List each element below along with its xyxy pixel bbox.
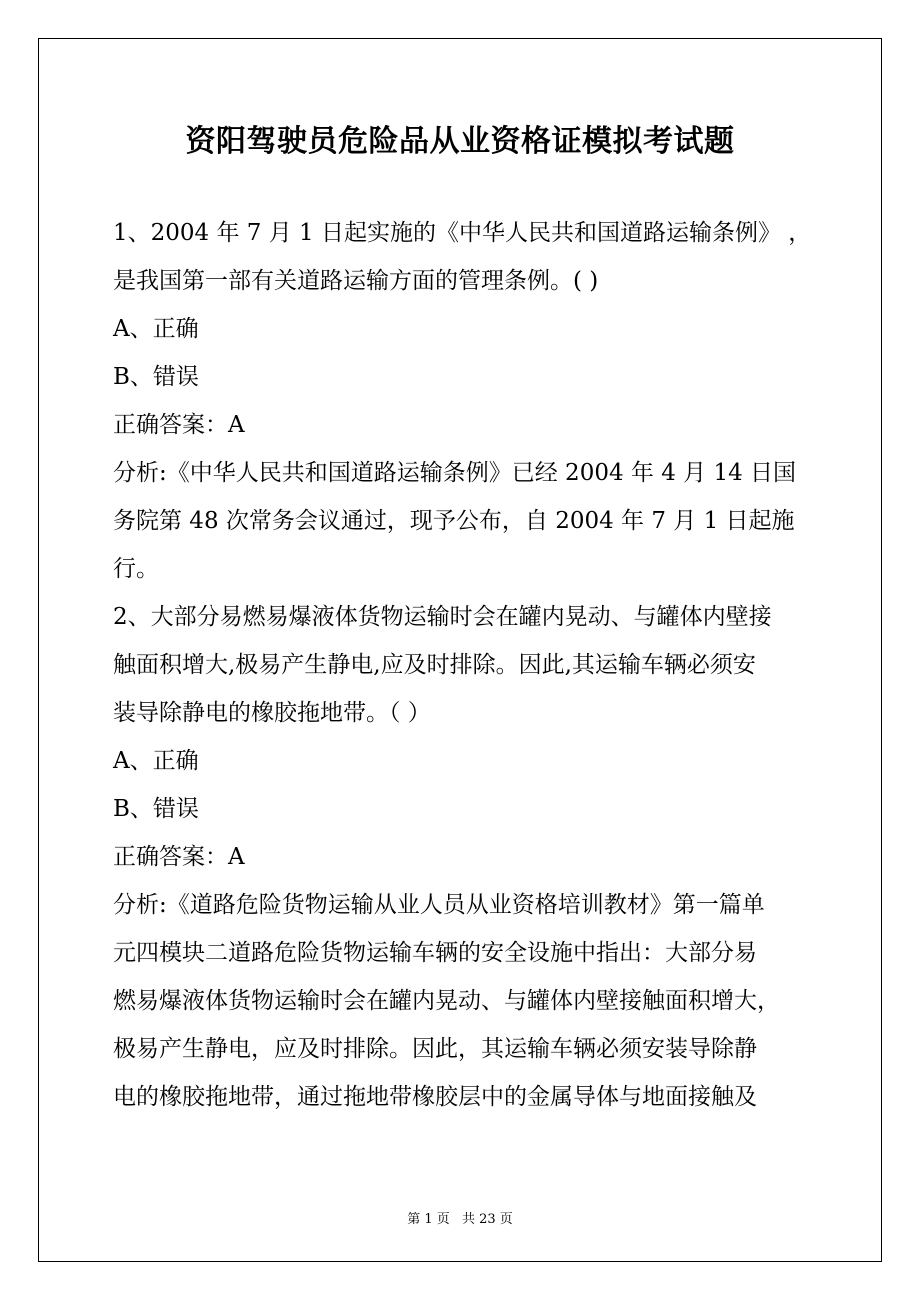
text-line: 燃易爆液体货物运输时会在罐内晃动、与罐体内壁接触面积增大， — [113, 988, 780, 1014]
text-line: 电的橡胶拖地带，通过拖地带橡胶层中的金属导体与地面接触及 — [113, 1084, 757, 1110]
text-line: 务院第 48 次常务会议通过，现予公布，自 2004 年 7 月 1 日起施 — [113, 508, 795, 534]
page-footer — [0, 1208, 920, 1227]
document-body — [113, 213, 813, 1125]
document-title: 资阳驾驶员危险品从业资格证模拟考试题 — [185, 124, 735, 159]
text-line: 极易产生静电，应及时排除。因此，其运输车辆必须安装导除静 — [113, 1036, 757, 1062]
text-line: 分析:《中华人民共和国道路运输条例》已经 2004 年 4 月 14 日国 — [113, 460, 797, 486]
page-number: 第 1 页 — [407, 1212, 450, 1227]
text-line: 行。 — [113, 556, 159, 582]
text-line: 正确答案：A — [113, 844, 245, 870]
text-line: 装导除静电的橡胶拖地带。（ ） — [113, 700, 431, 726]
text-line: 2、大部分易燃易爆液体货物运输时会在罐内晃动、与罐体内壁接 — [113, 604, 772, 630]
text-line: B、错误 — [113, 796, 199, 822]
page-total: 共 23 页 — [461, 1212, 513, 1227]
text-line: 触面积增大,极易产生静电,应及时排除。因此,其运输车辆必须安 — [113, 652, 756, 678]
text-line: B、错误 — [113, 364, 199, 390]
text-line: A、正确 — [113, 316, 199, 342]
text-line: 1、2004 年 7 月 1 日起实施的《中华人民共和国道路运输条例》 ， — [113, 220, 812, 246]
text-line: A、正确 — [113, 748, 199, 774]
text-line: 分析:《道路危险货物运输从业人员从业资格培训教材》第一篇单 — [113, 892, 765, 918]
text-line: 是我国第一部有关道路运输方面的管理条例。( ) — [113, 268, 599, 294]
text-line: 元四模块二道路危险货物运输车辆的安全设施中指出：大部分易 — [113, 940, 757, 966]
text-line: 正确答案：A — [113, 412, 245, 438]
